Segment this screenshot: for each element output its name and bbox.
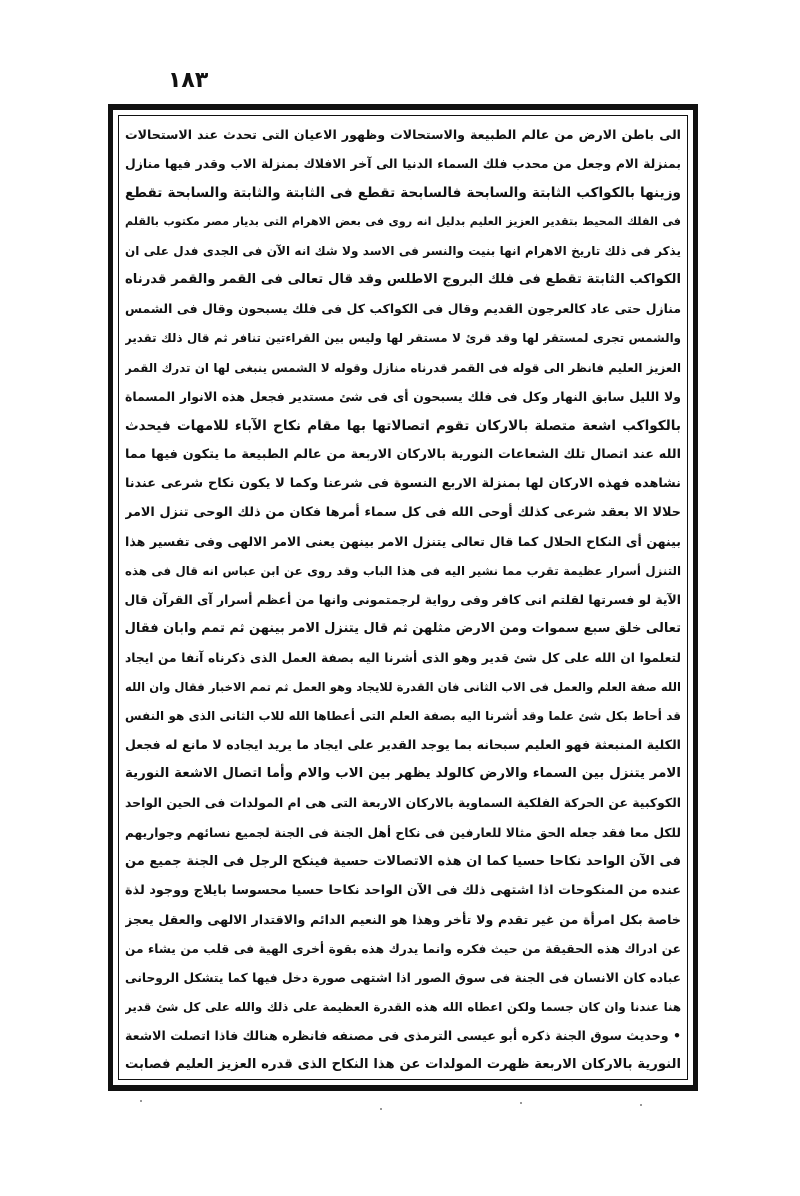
- text-line: بمنزلة الام وجعل من محدب فلك السماء الدنيا الى آخر الافلاك بمنزلة الاب وقدر فيها منازل: [125, 156, 681, 172]
- text-line: الامر يتنزل بين السماء والارض كالولد يظهر بين الاب والام وأما اتصال الاشعة النورية: [125, 766, 681, 782]
- text-line: للكل معا فقد جعله الحق مثالا للعارفين فى نكاح أهل الجنة فى الجنة لجميع نسائهم وجواريهم: [125, 825, 681, 840]
- scan-speck: [640, 1104, 642, 1106]
- text-line: وزينها بالكواكب الثابتة والسابحة فالسابحة تقطع فى الثابتة والثابتة والسابحة تقطع: [125, 185, 681, 202]
- text-line: تعالى خلق سبع سموات ومن الارض مثلهن ثم قال يتنزل الامر بينهن ثم تمم وابان فقال: [125, 621, 681, 637]
- text-line: حلالا الا بعقد شرعى كذلك أوحى الله فى كل سماء أمرها فكان من ذلك الوحى تنزل الامر: [125, 504, 681, 520]
- text-line: الكلية المنبعثة فهو العليم سبحانه بما يوجد القدير على ايجاد ما يريد ايجاده لا مانع له فجعل: [125, 737, 681, 753]
- text-line: التنزل أسرار عظيمة تقرب مما نشير اليه فى هذا الباب وقد روى عن ابن عباس انه قال فى هذه: [125, 563, 681, 578]
- page-frame: [108, 104, 698, 1091]
- text-line: لتعلموا ان الله على كل شئ قدير وهو الذى أشرنا اليه بصفة العمل الذى ذكرناه آنفا من ايجاد: [125, 651, 681, 666]
- scan-speck: [140, 1100, 142, 1102]
- text-line: عن ادراك هذه الحقيقة من حيث فكره وانما يدرك هذه بقوة أخرى الهية فى قلب من يشاء من: [125, 941, 681, 956]
- text-line: هنا عندنا وان كان جسما ولكن اعطاه الله هذه القدرة العظيمة على ذلك والله على كل شئ قدير: [125, 999, 681, 1014]
- page-number: ١٨٣: [168, 68, 209, 93]
- text-line: الكواكب الثابتة تقطع فى فلك البروج الاطلس وقد قال تعالى فى القمر والقمر قدرناه: [125, 272, 681, 288]
- text-line: فى الفلك المحيط بتقدير العزيز العليم بدليل انه روى فى بعض الاهرام التى بديار مصر مكتوب بالقلم: [125, 215, 681, 229]
- scan-speck: [520, 1102, 522, 1104]
- text-line: يذكر فى ذلك تاريخ الاهرام انها بنيت والنسر فى الاسد ولا شك انه الآن فى الجدى فدل على ان: [125, 244, 681, 259]
- text-line: الكوكبية عن الحركة الفلكية السماوية بالاركان الاربعة التى هى ام المولدات فى الحين الواحد: [125, 795, 681, 811]
- text-line: منازل حتى عاد كالعرجون القديم وقال فى الكواكب كل فى فلك يسبحون وقال فى الشمس: [125, 301, 681, 317]
- text-line: قد أحاط بكل شئ علما وقد أشرنا اليه بصفة العلم التى أعطاها الله للاب الثانى الذى هو النفس: [125, 709, 681, 724]
- text-line: والشمس تجرى لمستقر لها وقد قرئ لا مستقر لها وليس بين القراءتين تنافر ثم قال ذلك تقدير: [125, 331, 681, 346]
- text-line: نشاهده فهذه الاركان لها بمنزلة الاربع النسوة فى شرعنا وكما لا يكون نكاح شرعى عندنا: [125, 475, 681, 491]
- text-line: الله عند اتصال تلك الشعاعات النورية بالاركان الاربعة من عالم الطبيعة ما يتكون فيها مما: [125, 446, 681, 462]
- text-line: الآية لو فسرتها لقلتم انى كافر وفى رواية لرجمتمونى وانها من أعظم أسرار آى القرآن قال: [125, 592, 681, 607]
- manuscript-text-block: [125, 120, 681, 1079]
- text-line: بالكواكب اشعة متصلة بالاركان تقوم اتصالاتها بها مقام نكاح الآباء للامهات فيحدث: [125, 417, 681, 434]
- scan-speck: [380, 1108, 382, 1110]
- text-line: النورية بالاركان الاربعة ظهرت المولدات عن هذا النكاح الذى قدره العزيز العليم فصابت: [125, 1057, 681, 1072]
- text-line: خاصة بكل امرأة من غير تقدم ولا تأخر وهذا هو النعيم الدائم والاقتدار الالهى والعقل يعجز: [125, 911, 681, 927]
- text-line: عباده كان الانسان فى الجنة فى سوق الصور اذا اشتهى صورة دخل فيها كما يتشكل الروحانى: [125, 970, 681, 985]
- text-line: بينهن أى النكاح الحلال كما قال تعالى يتنزل الامر بينهن يعنى الامر الالهى وفى تفسير هذا: [125, 533, 681, 549]
- text-line: ولا الليل سابق النهار وكل فى فلك يسبحون أى فى شئ مستدير فجعل هذه الانوار المسماة: [125, 388, 681, 404]
- text-line: العزيز العليم فانظر الى قوله فى القمر قدرناه منازل وقوله لا الشمس ينبغى لها ان تدرك القمر: [125, 360, 681, 375]
- text-line: الى باطن الارض من عالم الطبيعة والاستحالات وظهور الاعيان التى تحدث عند الاستحالات: [125, 127, 681, 142]
- text-line: عنده من المنكوحات اذا اشتهى ذلك فى الآن الواحد نكاحا حسيا محسوسا بايلاج ووجود لذة: [125, 882, 681, 898]
- text-line: الله صفة العلم والعمل فى الاب الثانى فان القدرة للايجاد وهو العمل ثم تمم الاخبار فقال وان الله: [125, 680, 681, 695]
- text-line: • وحديث سوق الجنة ذكره أبو عيسى الترمذى فى مصنفه فانظره هنالك فاذا اتصلت الاشعة: [125, 1027, 681, 1043]
- text-line: فى الآن الواحد نكاحا حسيا كما ان هذه الاتصالات حسية فينكح الرجل فى الجنة جميع من: [125, 853, 681, 869]
